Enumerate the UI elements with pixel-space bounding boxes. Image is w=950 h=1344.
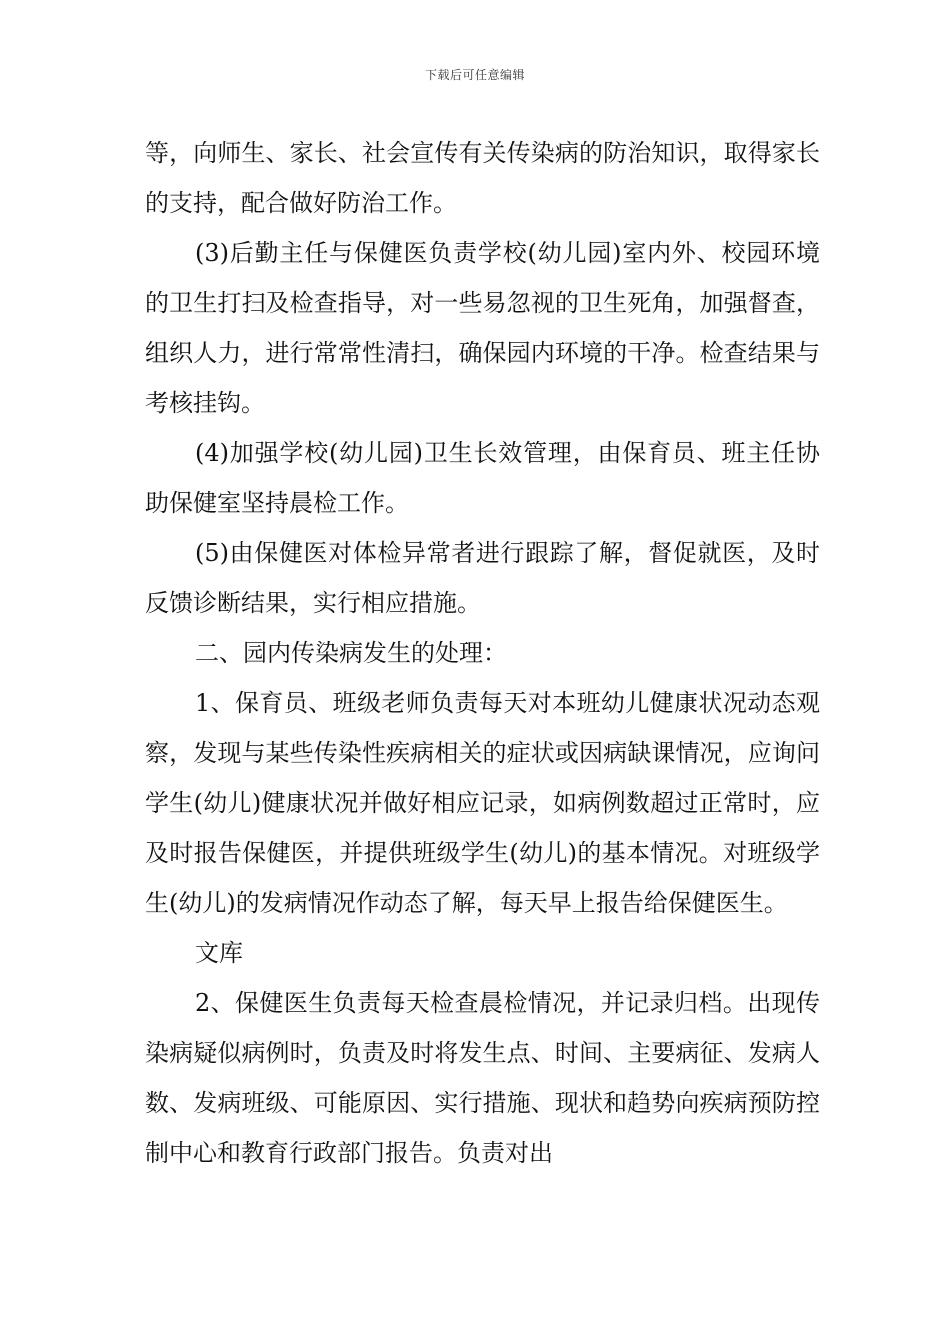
document-body bbox=[145, 128, 820, 1178]
paragraph-item-4: (4)加强学校(幼儿园)卫生长效管理，由保育员、班主任协助保健室坚持晨检工作。 bbox=[145, 439, 820, 517]
paragraph-item-5: (5)由保健医对体检异常者进行跟踪了解，督促就医，及时反馈诊断结果，实行相应措施。 bbox=[145, 539, 820, 617]
paragraph-wenku: 文库 bbox=[195, 939, 243, 967]
paragraph-point-2: 2、保健医生负责每天检查晨检情况，并记录归档。出现传染病疑似病例时，负责及时将发生点、时间、主要病征、发病人数、发病班级、可能原因、实行措施、现状和趋势向疾病预防控制中心和教育行政部门报告。负责对出 bbox=[145, 989, 820, 1167]
section-heading: 二、园内传染病发生的处理： bbox=[195, 639, 507, 667]
paragraph-continuation: 等，向师生、家长、社会宣传有关传染病的防治知识，取得家长的支持，配合做好防治工作。 bbox=[145, 139, 820, 217]
paragraph-point-1: 1、保育员、班级老师负责每天对本班幼儿健康状况动态观察，发现与某些传染性疾病相关的症状或因病缺课情况，应询问学生(幼儿)健康状况并做好相应记录，如病例数超过正常时，应及时报告保健医，并提供班级学生(幼儿)的基本情况。对班级学生(幼儿)的发病情况作动态了解，每天早上报告给保健医生。 bbox=[145, 689, 820, 917]
paragraph-item-3: (3)后勤主任与保健医负责学校(幼儿园)室内外、校园环境的卫生打扫及检查指导，对一些易忽视的卫生死角，加强督查，组织人力，进行常常性清扫，确保园内环境的干净。检查结果与考核挂钩。 bbox=[145, 239, 820, 417]
header-note: 下载后可任意编辑 bbox=[424, 68, 525, 82]
